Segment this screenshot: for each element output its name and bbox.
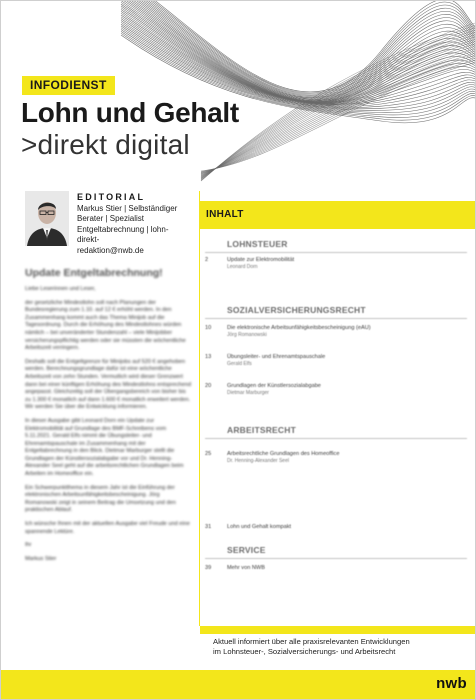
toc-entry-title: Grundlagen der Künstlersozialabgabe xyxy=(227,382,321,389)
table-of-contents xyxy=(205,233,467,585)
toc-entry[interactable] xyxy=(205,257,467,272)
toc-section-title: ARBEITSRECHT xyxy=(205,425,467,439)
toc-section xyxy=(205,305,467,425)
toc-page-number: 25 xyxy=(205,451,212,457)
footer-tagline xyxy=(213,637,463,657)
column-divider xyxy=(199,191,200,626)
toc-entry[interactable] xyxy=(205,524,467,531)
publisher-bar xyxy=(1,670,476,700)
toc-page-number: 20 xyxy=(205,382,212,389)
editorial-author-info xyxy=(77,204,189,256)
toc-page-number: 2 xyxy=(205,257,209,263)
toc-entry[interactable] xyxy=(205,383,467,398)
contents-heading: INHALT xyxy=(206,209,244,220)
toc-entry-title: Übungsleiter- und Ehrenamtspauschale xyxy=(227,353,326,360)
toc-entry[interactable] xyxy=(205,451,467,466)
toc-page-number: 13 xyxy=(205,353,212,360)
author-info-line: redaktion@nwb.de xyxy=(77,245,144,255)
toc-section xyxy=(205,545,467,585)
toc-page-number: 31 xyxy=(205,523,212,530)
editorial-paragraph: In dieser Ausgabe gibt Leonard Dorn ein Update zur Elektromobilität auf Grundlage des BMF-Schreibens vom 5.11.2021. Gerald Elfs nimmt die Übungsleiter- und Ehrenamtspauschale im Zusammenhang mit der Entgeltabrechnung in den Blick. Dietmar Marburger stellt die Grundlagen der Künstlersozialabgabe vor und Dr. Henning-Alexander Seel geht auf die arbeitsrechtlichen Grundlagen beim Arbeiten im Homeoffice ein. xyxy=(25,417,184,478)
toc-entry-author: Jörg Romanowski xyxy=(227,332,267,339)
toc-entry[interactable] xyxy=(205,565,467,572)
toc-page-number: 10 xyxy=(205,325,212,331)
toc-page-number: 39 xyxy=(205,565,212,571)
footer-tagline-line: im Lohnsteuer-, Sozialversicherungs- und Arbeitsrecht xyxy=(213,647,396,656)
editorial-heading: EDITORIAL xyxy=(77,192,146,202)
toc-entry-author: Leonard Dorn xyxy=(227,264,258,271)
author-info-line: Markus Stier | Selbständiger xyxy=(77,204,178,213)
cover-subtitle: >direkt digital xyxy=(21,129,190,160)
toc-entry-title: Die elektronische Arbeitsunfähigkeitsbescheinigung (eAU) xyxy=(227,325,371,331)
editorial-paragraph: Markus Stier xyxy=(25,555,57,562)
author-photo xyxy=(25,191,69,246)
footer-accent-bar xyxy=(200,626,476,634)
toc-entry-author: Dr. Henning-Alexander Seel xyxy=(227,458,289,465)
toc-section xyxy=(205,425,467,545)
editorial-paragraph: Ein Schwerpunktthema in diesem Jahr ist die Einführung der elektronischen Arbeitsunfähigkeitsbescheinigung. Jörg Romanowski zeigt in seinem Beitrag die Umsetzung und den praktischen Ablauf. xyxy=(25,484,176,514)
toc-entry-title: Arbeitsrechtliche Grundlagen des Homeoffice xyxy=(227,451,340,457)
toc-entry-title: Mehr von NWB xyxy=(227,565,265,571)
toc-section-title: LOHNSTEUER xyxy=(205,239,467,253)
editorial-paragraph: Deshalb soll die Entgeltgrenze für Minijobs auf 520 € angehoben werden. Berechnungsgrundlage dafür ist eine wöchentliche Arbeitszeit von zehn Stunden. Vermutlich wird dieser Grenzwert dann bei einer künftigen Erhöhung des Mindestlohns entsprechend angepasst. Gleichzeitig soll der Übergangsbereich von bisher bis zu 1.300 € monatlich auf dann 1.600 € monatlich erweitert werden. Wir werden Sie über die Entwicklung informieren. xyxy=(25,358,192,411)
editorial-body xyxy=(25,267,193,569)
contents-header-bar xyxy=(200,201,476,229)
toc-section-title: SERVICE xyxy=(205,545,467,559)
footer-tagline-line: Aktuell informiert über alle praxisrelevanten Entwicklungen xyxy=(213,637,410,646)
decorative-wave-lines xyxy=(1,1,476,191)
nwb-logo: nwb xyxy=(436,675,467,692)
infodienst-tag: INFODIENST xyxy=(22,76,115,95)
author-info-line: Entgeltabrechnung | lohn-direkt- xyxy=(77,224,169,245)
toc-entry[interactable] xyxy=(205,354,467,369)
toc-entry-author: Gerald Elfs xyxy=(227,361,252,368)
toc-entry[interactable] xyxy=(205,325,467,340)
toc-entry-author: Dietmar Marburger xyxy=(227,390,269,397)
editorial-title: Update Entgeltabrechnung! xyxy=(25,267,163,279)
cover-title: Lohn und Gehalt xyxy=(21,97,239,128)
editorial-paragraph: der gesetzliche Mindestlohn soll nach Planungen der Bundesregierung zum 1.10. auf 12 € erhöht werden. In den Zusammenhang kommt auch das Thema Minijob auf die Tagesordnung. Durch die Erhöhung des Mindestlohnes würden nämlich – bei unveränderter Stundenzahl – viele Minijobber versicherungspflichtig werden oder sie müssten die wöchentliche Arbeitszeit verringern. xyxy=(25,299,186,352)
editorial-paragraph: Ihr xyxy=(25,542,32,549)
editorial-paragraph: Ich wünsche Ihnen mit der aktuellen Ausgabe viel Freude und eine spannende Lektüre. xyxy=(25,521,190,535)
toc-entry-title: Update zur Elektromobilität xyxy=(227,257,295,263)
editorial-paragraph: Liebe Leserinnen und Leser, xyxy=(25,286,96,292)
toc-entry-title: Lohn und Gehalt kompakt xyxy=(227,523,292,530)
author-info-line: Berater | Spezialist xyxy=(77,214,144,224)
toc-section-title: SOZIALVERSICHERUNGSRECHT xyxy=(205,305,467,319)
toc-section xyxy=(205,239,467,305)
